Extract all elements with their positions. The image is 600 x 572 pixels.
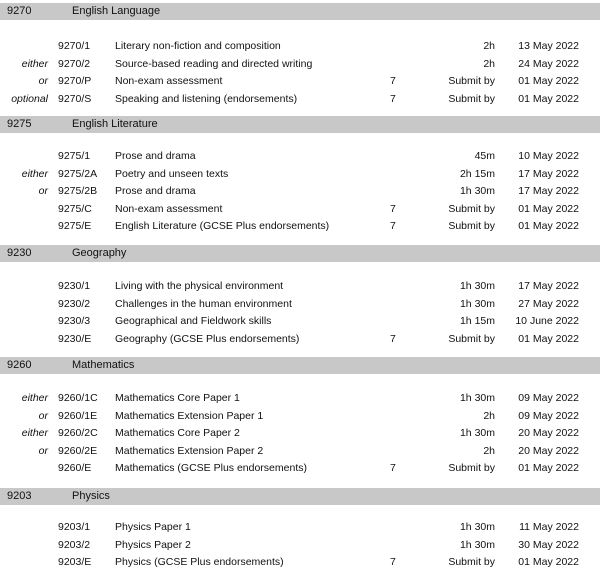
subject-title: English Language — [72, 5, 161, 17]
table-row — [0, 280, 600, 296]
table-row — [0, 539, 600, 555]
subject-title: Mathematics — [72, 359, 135, 371]
table-row — [0, 462, 600, 478]
exam-date: 01 May 2022 — [518, 220, 579, 232]
subject-header — [0, 357, 600, 374]
component-code: 9203/2 — [58, 538, 91, 551]
component-code: 9230/1 — [58, 280, 91, 292]
component-title: Mathematics (GCSE Plus endorsements) — [115, 462, 307, 474]
subject-code: 9203 — [7, 490, 32, 502]
table-row — [0, 556, 600, 572]
option-label: or — [38, 75, 48, 87]
table-row — [0, 150, 600, 166]
subject-code: 9270 — [7, 5, 32, 17]
subject-code: 9230 — [7, 247, 32, 259]
duration-value: Submit by — [448, 92, 495, 105]
duration-value: Submit by — [448, 462, 495, 474]
table-row — [0, 333, 600, 349]
component-title: Geography (GCSE Plus endorsements) — [115, 332, 300, 345]
component-code: 9275/C — [58, 202, 92, 215]
exam-date: 17 May 2022 — [518, 167, 579, 180]
component-code: 9275/2A — [58, 167, 98, 180]
component-title: Geographical and Fieldwork skills — [115, 315, 272, 327]
units-value: 7 — [390, 75, 396, 87]
component-code: 9270/1 — [58, 40, 91, 52]
option-label: optional — [11, 92, 48, 105]
option-label: either — [21, 427, 48, 439]
duration-value: 2h — [483, 57, 495, 70]
duration-value: 1h 30m — [459, 280, 495, 292]
duration-value: 1h 30m — [459, 427, 495, 439]
table-row — [0, 445, 600, 461]
table-row — [0, 168, 600, 184]
component-title: Mathematics Core Paper 2 — [115, 427, 240, 439]
exam-date: 01 May 2022 — [518, 462, 579, 474]
component-title: Physics Paper 1 — [115, 521, 191, 533]
option-label: or — [38, 444, 48, 457]
component-title: Non-exam assessment — [115, 75, 223, 87]
component-title: Physics Paper 2 — [115, 538, 191, 551]
component-code: 9260/E — [58, 462, 92, 474]
exam-date: 20 May 2022 — [518, 444, 579, 457]
duration-value: 2h — [483, 444, 495, 457]
component-title: Prose and drama — [115, 185, 196, 197]
component-title: Source-based reading and directed writing — [115, 57, 313, 70]
option-label: either — [21, 57, 48, 70]
component-title: English Literature (GCSE Plus endorsements) — [115, 220, 330, 232]
table-row — [0, 298, 600, 314]
component-code: 9260/1E — [58, 409, 98, 422]
component-code: 9275/1 — [58, 150, 91, 162]
exam-date: 10 June 2022 — [515, 315, 579, 327]
units-value: 7 — [390, 462, 396, 474]
duration-value: 1h 30m — [459, 392, 495, 404]
component-code: 9203/E — [58, 556, 92, 568]
component-code: 9270/2 — [58, 57, 91, 70]
component-code: 9260/2C — [58, 427, 98, 439]
subject-header — [0, 3, 600, 20]
component-code: 9203/1 — [58, 521, 91, 533]
exam-date: 24 May 2022 — [518, 57, 579, 70]
component-title: Living with the physical environment — [115, 280, 284, 292]
option-label: or — [38, 185, 48, 197]
component-title: Speaking and listening (endorsements) — [115, 92, 298, 105]
component-code: 9230/E — [58, 332, 92, 345]
table-row — [0, 185, 600, 201]
subject-code: 9275 — [7, 118, 32, 130]
subject-title: Geography — [72, 247, 127, 259]
exam-date: 10 May 2022 — [518, 150, 579, 162]
exam-date: 17 May 2022 — [518, 280, 579, 292]
component-title: Mathematics Extension Paper 2 — [115, 444, 264, 457]
component-title: Mathematics Core Paper 1 — [115, 392, 240, 404]
exam-date: 01 May 2022 — [518, 556, 579, 568]
duration-value: Submit by — [448, 556, 495, 568]
duration-value: 1h 15m — [459, 315, 495, 327]
exam-date: 09 May 2022 — [518, 392, 579, 404]
component-title: Prose and drama — [115, 150, 196, 162]
duration-value: 1h 30m — [459, 297, 495, 310]
duration-value: Submit by — [448, 220, 495, 232]
component-title: Literary non-fiction and composition — [115, 40, 281, 52]
subject-header — [0, 488, 600, 505]
exam-date: 09 May 2022 — [518, 409, 579, 422]
component-title: Physics (GCSE Plus endorsements) — [115, 556, 284, 568]
exam-date: 17 May 2022 — [518, 185, 579, 197]
units-value: 7 — [390, 202, 396, 215]
component-title: Mathematics Extension Paper 1 — [115, 409, 264, 422]
option-label: either — [21, 392, 48, 404]
component-code: 9270/S — [58, 92, 92, 105]
duration-value: Submit by — [448, 75, 495, 87]
units-value: 7 — [390, 332, 396, 345]
exam-date: 11 May 2022 — [519, 521, 579, 533]
option-label: either — [21, 167, 48, 180]
exam-date: 01 May 2022 — [518, 202, 579, 215]
exam-date: 01 May 2022 — [518, 75, 579, 87]
component-code: 9270/P — [58, 75, 92, 87]
component-title: Challenges in the human environment — [115, 297, 292, 310]
subject-header — [0, 245, 600, 262]
component-code: 9275/2B — [58, 185, 98, 197]
component-code: 9275/E — [58, 220, 92, 232]
subject-code: 9260 — [7, 359, 32, 371]
units-value: 7 — [390, 220, 396, 232]
table-row — [0, 40, 600, 56]
duration-value: Submit by — [448, 332, 495, 345]
table-row — [0, 521, 600, 537]
duration-value: 45m — [474, 150, 495, 162]
duration-value: 1h 30m — [459, 185, 495, 197]
table-row — [0, 220, 600, 236]
exam-date: 20 May 2022 — [518, 427, 579, 439]
exam-date: 13 May 2022 — [518, 40, 579, 52]
table-row — [0, 410, 600, 426]
subject-header — [0, 116, 600, 133]
exam-date: 27 May 2022 — [518, 297, 579, 310]
exam-date: 01 May 2022 — [518, 332, 579, 345]
component-code: 9230/2 — [58, 297, 91, 310]
subject-title: Physics — [72, 490, 110, 502]
table-row — [0, 427, 600, 443]
duration-value: Submit by — [448, 202, 495, 215]
duration-value: 2h — [483, 409, 495, 422]
units-value: 7 — [390, 92, 396, 105]
duration-value: 2h 15m — [459, 167, 495, 180]
exam-date: 01 May 2022 — [518, 92, 579, 105]
component-code: 9230/3 — [58, 315, 91, 327]
table-row — [0, 58, 600, 74]
component-code: 9260/1C — [58, 392, 98, 404]
duration-value: 1h 30m — [459, 521, 495, 533]
table-row — [0, 392, 600, 408]
table-row — [0, 315, 600, 331]
exam-date: 30 May 2022 — [518, 538, 579, 551]
component-title: Non-exam assessment — [115, 202, 223, 215]
duration-value: 1h 30m — [459, 538, 495, 551]
table-row — [0, 75, 600, 91]
subject-title: English Literature — [72, 118, 158, 130]
units-value: 7 — [390, 556, 396, 568]
table-row — [0, 93, 600, 109]
component-code: 9260/2E — [58, 444, 98, 457]
table-row — [0, 203, 600, 219]
option-label: or — [38, 409, 48, 422]
duration-value: 2h — [483, 40, 495, 52]
component-title: Poetry and unseen texts — [115, 167, 229, 180]
